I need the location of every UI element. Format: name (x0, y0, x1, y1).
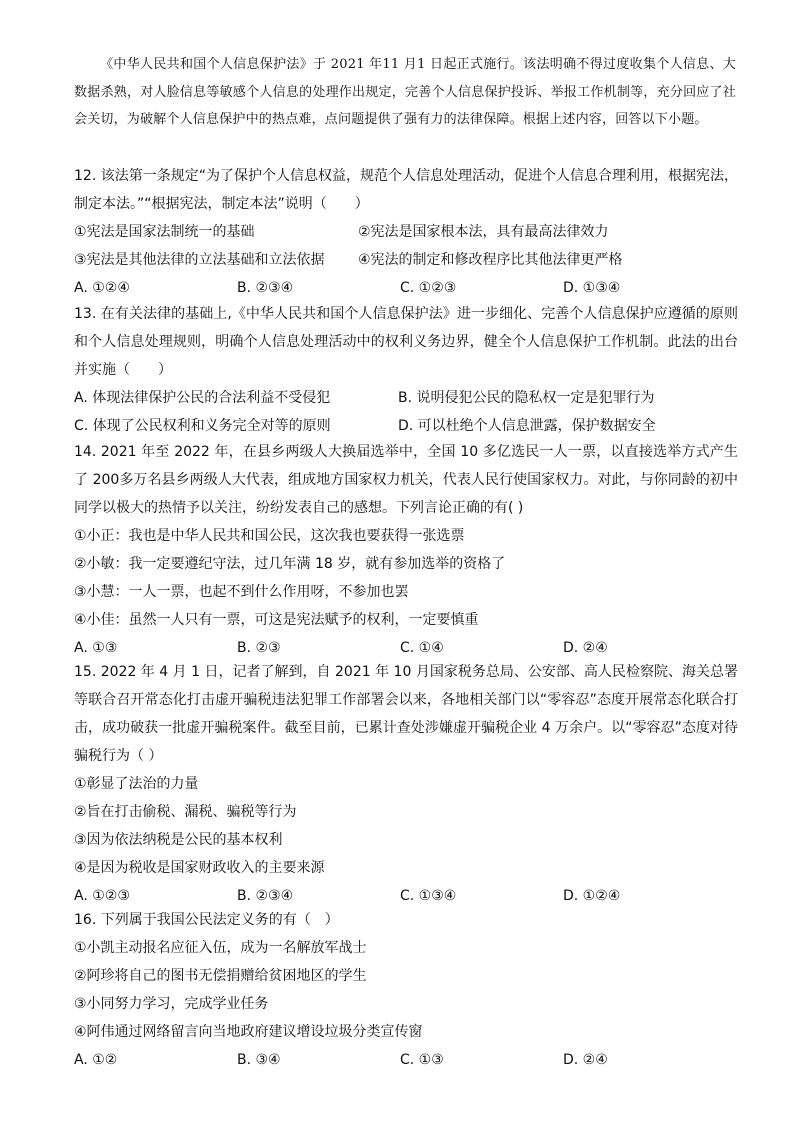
option-c: C. ①②③ (400, 280, 457, 296)
option-d: D. ②④ (563, 1052, 608, 1068)
intro-paragraph (74, 51, 736, 134)
statement-2: ②旨在打击偷税、漏税、骗税等行为 (74, 804, 297, 820)
statement-1: ①彰显了法治的力量 (74, 776, 199, 792)
question-16 (74, 906, 738, 1074)
statement-1: ①小正：我也是中华人民共和国公民，这次我也要获得一张选票 (74, 528, 465, 544)
question-14 (74, 438, 738, 662)
option-a: A. 体现法律保护公民的合法利益不受侵犯 (74, 390, 331, 406)
question-13-options-row-2 (74, 412, 738, 440)
question-16-options (74, 1046, 738, 1074)
option-b: B. ②③ (237, 640, 281, 656)
statement-2: ②小敏：我一定要遵纪守法，过几年满 18 岁，就有参加选举的资格了 (74, 556, 506, 572)
question-15 (74, 658, 738, 910)
intro-text: 《中华人民共和国个人信息保护法》于 2021 年11 月1 日起正式施行。该法明确不得过度收集个人信息、大数据杀熟，对人脸信息等敏感个人信息的处理作出规定，完善个人信息保护投诉、举报工作机制等，充分回应了社会关切，为破解个人信息保护中的热点难，点问题提供了强有力的法律保障。根据上述内容，回答以下小题。 (74, 57, 736, 127)
option-c: C. ①③④ (400, 888, 457, 904)
option-c: C. 体现了公民权利和义务完全对等的原则 (74, 418, 331, 434)
statement-4: ④是因为税收是国家财政收入的主要来源 (74, 860, 325, 876)
statement-2: ②阿珍将自己的图书无偿捐赠给贫困地区的学生 (74, 968, 367, 984)
question-12-options (74, 274, 738, 302)
statement-3: ③小同努力学习，完成学业任务 (74, 996, 269, 1012)
option-b: B. 说明侵犯公民的隐私权一定是犯罪行为 (398, 390, 655, 406)
statement-3: ③因为依法纳税是公民的基本权利 (74, 832, 283, 848)
option-d: D. ①③④ (563, 280, 621, 296)
question-13-stem: 13. 在有关法律的基础上,《中华人民共和国个人信息保护法》进一步细化、完善个人信息保护应遵循的原则和个人信息处理规则，明确个人信息处理活动中的权利义务边界，健全个人信息保护工作机制。此法的出台并实施（ ） (74, 306, 738, 378)
question-13 (74, 300, 738, 440)
statement-4: ④小佳：虽然一人只有一票，可这是宪法赋予的权利，一定要慎重 (74, 612, 479, 628)
question-12-statements-row-1 (74, 218, 738, 246)
option-a: A. ①③ (74, 640, 118, 656)
statement-4: ④宪法的制定和修改程序比其他法律更严格 (358, 252, 623, 268)
option-a: A. ①② (74, 1052, 118, 1068)
question-12-stem: 12. 该法第一条规定“为了保护个人信息权益，规范个人信息处理活动，促进个人信息合理利用，根据宪法，制定本法。”“根据宪法，制定本法”说明（ ） (74, 168, 738, 212)
statement-3: ③宪法是其他法律的立法基础和立法依据 (74, 252, 325, 268)
option-b: B. ②③④ (237, 888, 294, 904)
option-b: B. ②③④ (237, 280, 294, 296)
option-d: D. 可以杜绝个人信息泄露，保护数据安全 (398, 418, 656, 434)
question-12-statements-row-2 (74, 246, 738, 274)
option-c: C. ①④ (400, 640, 444, 656)
question-13-options-row-1 (74, 384, 738, 412)
statement-4: ④阿伟通过网络留言向当地政府建议增设垃圾分类宣传窗 (74, 1024, 423, 1040)
statement-2: ②宪法是国家根本法，具有最高法律效力 (358, 224, 609, 240)
question-15-stem: 15. 2022 年 4 月 1 日，记者了解到，自 2021 年 10 月国家税务总局、公安部、高人民检察院、海关总署等联合召开常态化打击虚开骗税违法犯罪工作部署会以来，各地相关部门以“零容忍”态度开展常态化联合打击，成功破获一批虚开骗税案件。截至目前，已累计查处涉嫌虚开骗税企业 4 万余户。以“零容忍”态度对待骗税行为（ ） (74, 664, 738, 764)
option-d: D. ①②④ (563, 888, 621, 904)
option-c: C. ①③ (400, 1052, 444, 1068)
statement-1: ①小凯主动报名应征入伍，成为一名解放军战士 (74, 940, 367, 956)
option-a: A. ①②③ (74, 888, 130, 904)
option-b: B. ③④ (237, 1052, 281, 1068)
option-d: D. ②④ (563, 640, 608, 656)
question-12 (74, 162, 738, 302)
question-14-stem: 14. 2021 年至 2022 年，在县乡两级人大换届选举中，全国 10 多亿选民一人一票，以直接选举方式产生了 200多万名县乡两级人大代表，组成地方国家权力机关，代表人民行使国家权力。对此，与你同龄的初中同学以极大的热情予以关注，纷纷发表自己的感想。下列言论正确的有( ) (74, 444, 738, 516)
question-16-stem: 16. 下列属于我国公民法定义务的有（ ） (74, 912, 339, 928)
option-a: A. ①②④ (74, 280, 130, 296)
statement-1: ①宪法是国家法制统一的基础 (74, 224, 255, 240)
statement-3: ③小慧：一人一票，也起不到什么作用呀，不参加也罢 (74, 584, 409, 600)
